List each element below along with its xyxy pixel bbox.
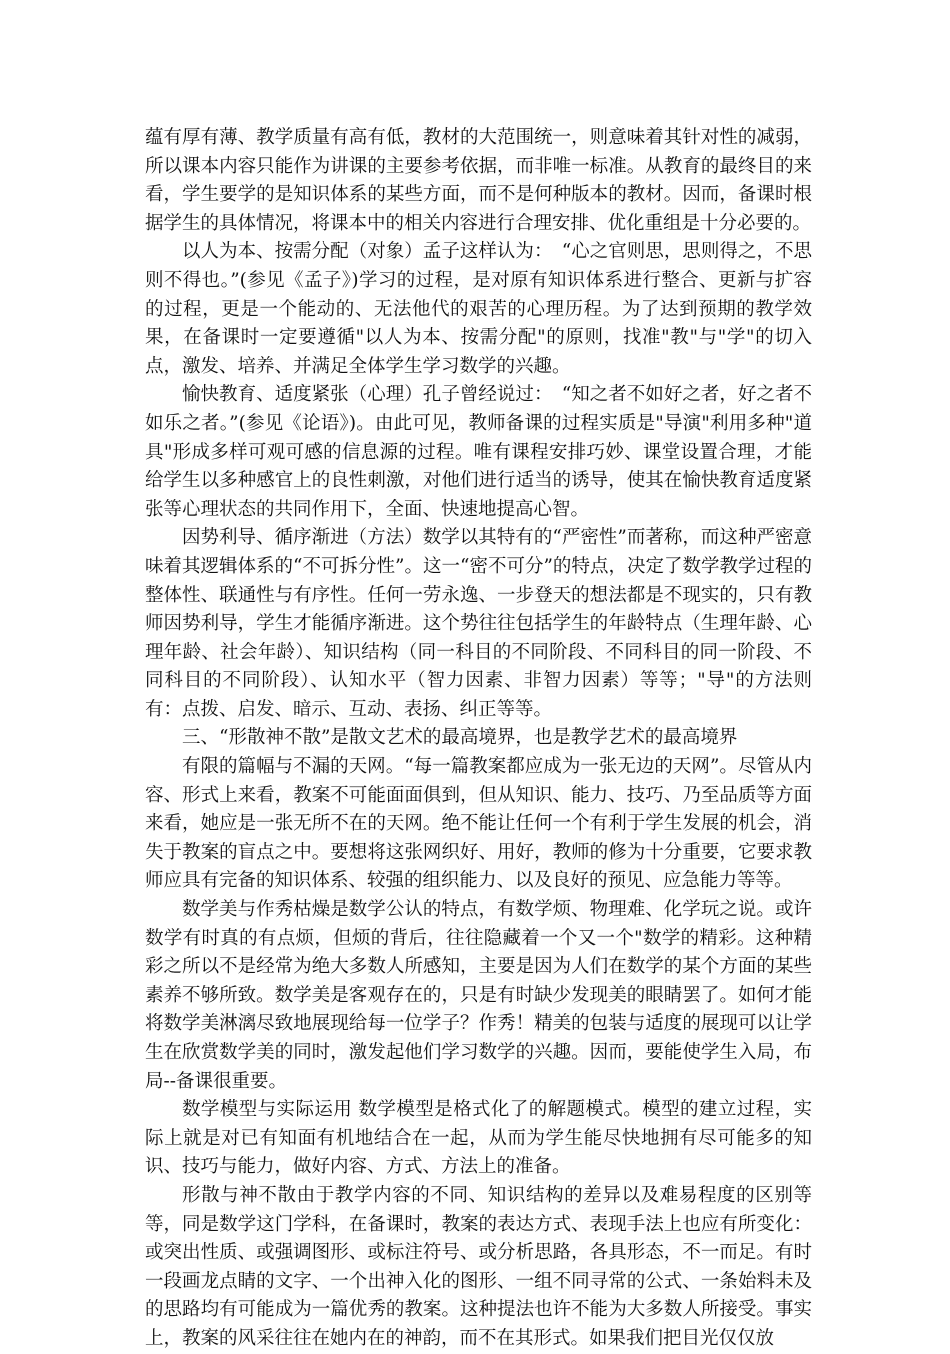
paragraph-3: 愉快教育、适度紧张（心理）孔子曾经说过： “知之者不如好之者，好之者不如乐之者。”(参见《论语》)。由此可见，教师备课的过程实质是"导演"利用多种"道具"形成多样可观可感的信息源的过程。唯有课程安排巧妙、课堂设置合理，才能给学生以多种感官上的良性刺激，对他们进行适当的诱导，使其在愉快教育适度紧张等心理状态的共同作用下，全面、快速地提高心智。 (145, 384, 812, 520)
document-body (145, 124, 812, 1354)
paragraph-8: 数学模型与实际运用 数学模型是格式化了的解题模式。模型的建立过程，实际上就是对已有知面有机地结合在一起，从而为学生能尽快地拥有尽可能多的知识、技巧与能力，做好内容、方式、方法上的准备。 (145, 1099, 812, 1178)
paragraph-7: 数学美与作秀枯燥是数学公认的特点，有数学烦、物理难、化学玩之说。或许数学有时真的有点烦，但烦的背后，往往隐藏着一个又一个"数学的精彩。这种精彩之所以不是经常为绝大多数人所感知，主要是因为人们在数学的某个方面的某些素养不够所致。数学美是客观存在的，只是有时缺少发现美的眼睛罢了。如何才能将数学美淋漓尽致地展现给每一位学子？作秀！精美的包装与适度的展现可以让学生在欣赏数学美的同时，激发起他们学习数学的兴趣。因而，要能使学生入局，布局--备课很重要。 (145, 899, 812, 1092)
paragraph-6: 有限的篇幅与不漏的天网。“每一篇教案都应成为一张无边的天网”。尽管从内容、形式上来看，教案不可能面面俱到，但从知识、能力、技巧、乃至品质等方面来看，她应是一张无所不在的天网。绝不能让任何一个有利于学生发展的机会，消失于教案的盲点之中。要想将这张网织好、用好，教师的修为十分重要，它要求教师应具有完备的知识体系、较强的组织能力、以及良好的预见、应急能力等等。 (145, 756, 812, 892)
paragraph-9: 形散与神不散由于教学内容的不同、知识结构的差异以及难易程度的区别等等，同是数学这门学科，在备课时，教案的表达方式、表现手法上也应有所变化：或突出性质、或强调图形、或标注符号、或分析思路，各具形态，不一而足。有时一段画龙点睛的文字、一个出神入化的图形、一组不同寻常的公式、一条始料未及的思路均有可能成为一篇优秀的教案。这种提法也许不能为大多数人所接受。事实上，教案的风采往往在她内在的神韵，而不在其形式。如果我们把目光仅仅放 (145, 1184, 812, 1349)
paragraph-1: 蕴有厚有薄、教学质量有高有低，教材的大范围统一，则意味着其针对性的减弱，所以课本内容只能作为讲课的主要参考依据，而非唯一标准。从教育的最终目的来看，学生要学的是知识体系的某些方面，而不是何种版本的教材。因而，备课时根据学生的具体情况，将课本中的相关内容进行合理安排、优化重组是十分必要的。 (145, 127, 812, 234)
paragraph-2: 以人为本、按需分配（对象）孟子这样认为： “心之官则思，思则得之，不思则不得也。”(参见《孟子》)学习的过程，是对原有知识体系进行整合、更新与扩容的过程，更是一个能动的、无法他代的艰苦的心理历程。为了达到预期的教学效果，在备课时一定要遵循"以人为本、按需分配"的原则，找准"教"与"学"的切入点，激发、培养、并满足全体学生学习数学的兴趣。 (145, 241, 812, 377)
paragraph-4: 因势利导、循序渐进（方法）数学以其特有的“严密性”而著称，而这种严密意味着其逻辑体系的“不可拆分性”。这一“密不可分”的特点，决定了数学教学过程的整体性、联通性与有序性。任何一劳永逸、一步登天的想法都是不现实的，只有教师因势利导，学生才能循序渐进。这个势往往包括学生的年龄特点（生理年龄、心理年龄、社会年龄）、知识结构（同一科目的不同阶段、不同科目的同一阶段、不同科目的不同阶段）、认知水平（智力因素、非智力因素）等等；"导"的方法则有：点拨、启发、暗示、互动、表扬、纠正等等。 (145, 527, 812, 720)
section-heading-3: 三、“形散神不散”是散文艺术的最高境界，也是教学艺术的最高境界 (182, 727, 738, 749)
